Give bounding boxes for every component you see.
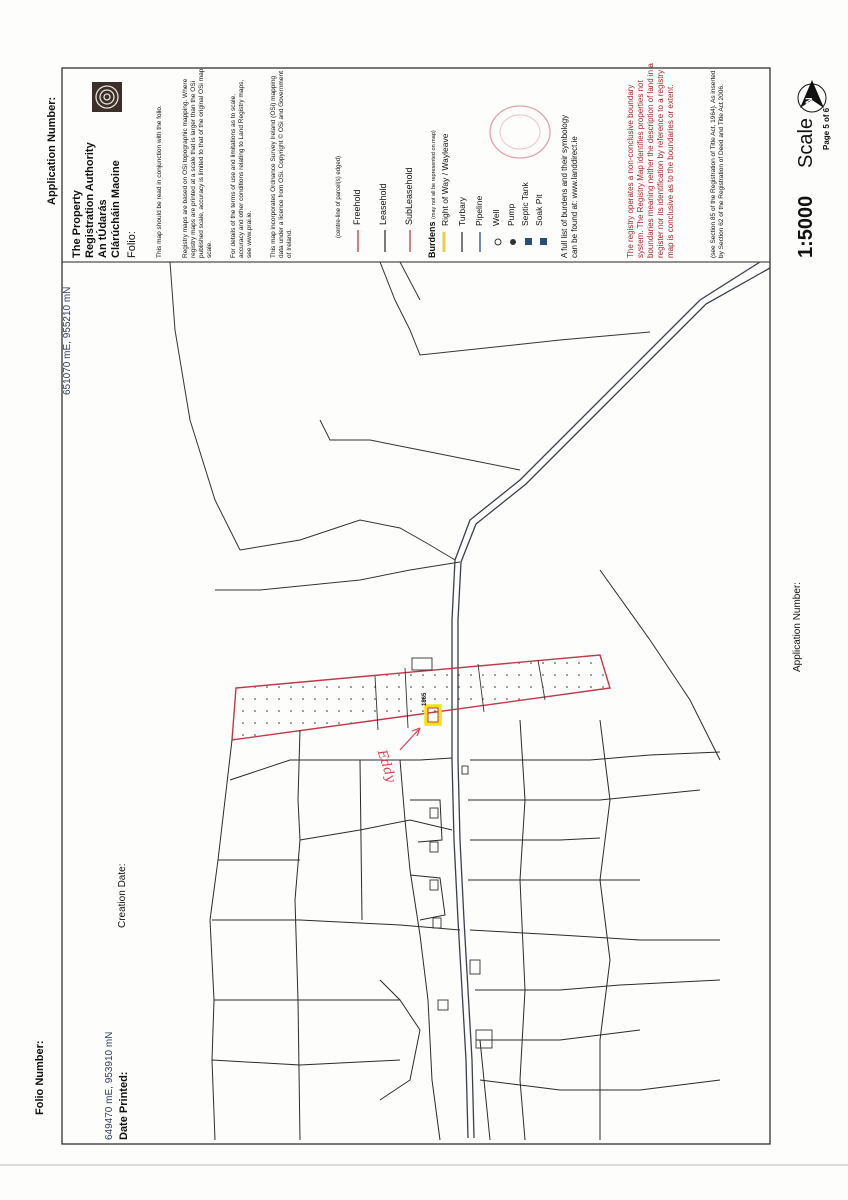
faded-stamp bbox=[490, 106, 550, 158]
burden-pump: Pump bbox=[506, 203, 516, 226]
burden-right-of-way: Right of Way / Wayleave bbox=[440, 133, 450, 226]
soak-pit-symbol bbox=[540, 238, 547, 245]
disclaimer-black: (see Section 85 of the Registration of Title Act, 1964). As inserted by Section 62 of the Registration of Deed and Title Act 2006. bbox=[710, 70, 725, 258]
pra-logo bbox=[92, 82, 122, 112]
note-osi-mapping: Registry maps are based on OSi topographic mapping. Where registry maps are printed at a scale that is larger than the OSi published scale, accuracy is limited to that of the original OSi map scale. bbox=[182, 68, 213, 258]
note-terms-of-use: For details of the terms of use and limitations as to scale, accuracy and other conditions relating to Land Registry maps, see www.prai.ie. bbox=[230, 79, 253, 258]
disclaimer-red: The registry operates a non-conclusive boundary system. The Registry Map identifies properties not boundaries meaning neither the description of land in a register nor its identification by reference to a registry map is conclusive as to the boundaries or extent. bbox=[626, 63, 675, 258]
tenure-freehold: Freehold bbox=[352, 189, 362, 225]
org-line-4: Clárúcháin Maoine bbox=[110, 160, 122, 258]
plot-number: 1865 bbox=[422, 692, 428, 706]
burden-soak-pit: Soak Pit bbox=[534, 194, 544, 226]
field-boundary bbox=[170, 262, 240, 550]
application-number-bottom: Application Number: bbox=[792, 581, 803, 672]
scale-ratio: 1:5000 bbox=[795, 195, 817, 258]
folio-parcel-boundary bbox=[232, 655, 610, 740]
org-line-3: An tÚdarás bbox=[97, 199, 109, 258]
date-printed-label: Date Printed: bbox=[118, 1071, 130, 1140]
coord-top: 651070 mE, 955210 mN bbox=[62, 286, 73, 395]
well-symbol bbox=[495, 239, 501, 245]
org-line-1: The Property bbox=[71, 190, 83, 258]
septic-tank-symbol bbox=[525, 238, 532, 245]
application-number-top: Application Number: bbox=[46, 96, 58, 205]
burden-turbary: Turbary bbox=[457, 197, 467, 226]
side-road-west bbox=[215, 562, 460, 590]
handwritten-annotation: Eddy bbox=[373, 748, 399, 785]
tenure-subleasehold: SubLeasehold bbox=[404, 167, 414, 225]
folio-label: Folio: bbox=[126, 231, 138, 258]
coord-bottom: 649470 mE, 953910 mN bbox=[104, 1031, 115, 1140]
note-osi-copyright: This map incorporates Ordnance Survey Ireland (OSi) mapping data under a licence from OSi. Copyright © OSi and Government of Ireland. bbox=[270, 71, 293, 258]
page-number: Page 5 of 6 bbox=[822, 107, 831, 150]
field-boundary bbox=[320, 420, 520, 470]
burden-septic-tank: Septic Tank bbox=[520, 182, 530, 226]
field-boundary bbox=[380, 262, 650, 355]
pump-symbol bbox=[510, 239, 516, 245]
field-boundary bbox=[400, 262, 420, 300]
note-read-with-folio: This map should be read in conjunction with the folio. bbox=[156, 105, 163, 258]
tenure-leasehold: Leasehold bbox=[378, 183, 388, 225]
centre-line-note: (centre-line of parcel(s) edged) bbox=[336, 155, 342, 238]
scale-word: Scale bbox=[795, 117, 817, 168]
field-network bbox=[210, 570, 720, 1140]
burdens-title: Burdens (may not all be represented on map) bbox=[427, 130, 437, 258]
org-line-2: Registration Authority bbox=[84, 142, 96, 258]
creation-date-label: Creation Date: bbox=[117, 863, 128, 928]
folio-number-label: Folio Number: bbox=[34, 1040, 46, 1115]
north-letter: N bbox=[804, 97, 814, 104]
burden-pipeline: Pipeline bbox=[474, 195, 484, 226]
burdens-full-list: A full list of burdens and their symbology can be found at: www.landdirect.ie bbox=[560, 114, 579, 258]
annotation-arrow bbox=[400, 728, 420, 750]
burden-well: Well bbox=[491, 209, 501, 226]
side-road-north bbox=[240, 520, 455, 560]
